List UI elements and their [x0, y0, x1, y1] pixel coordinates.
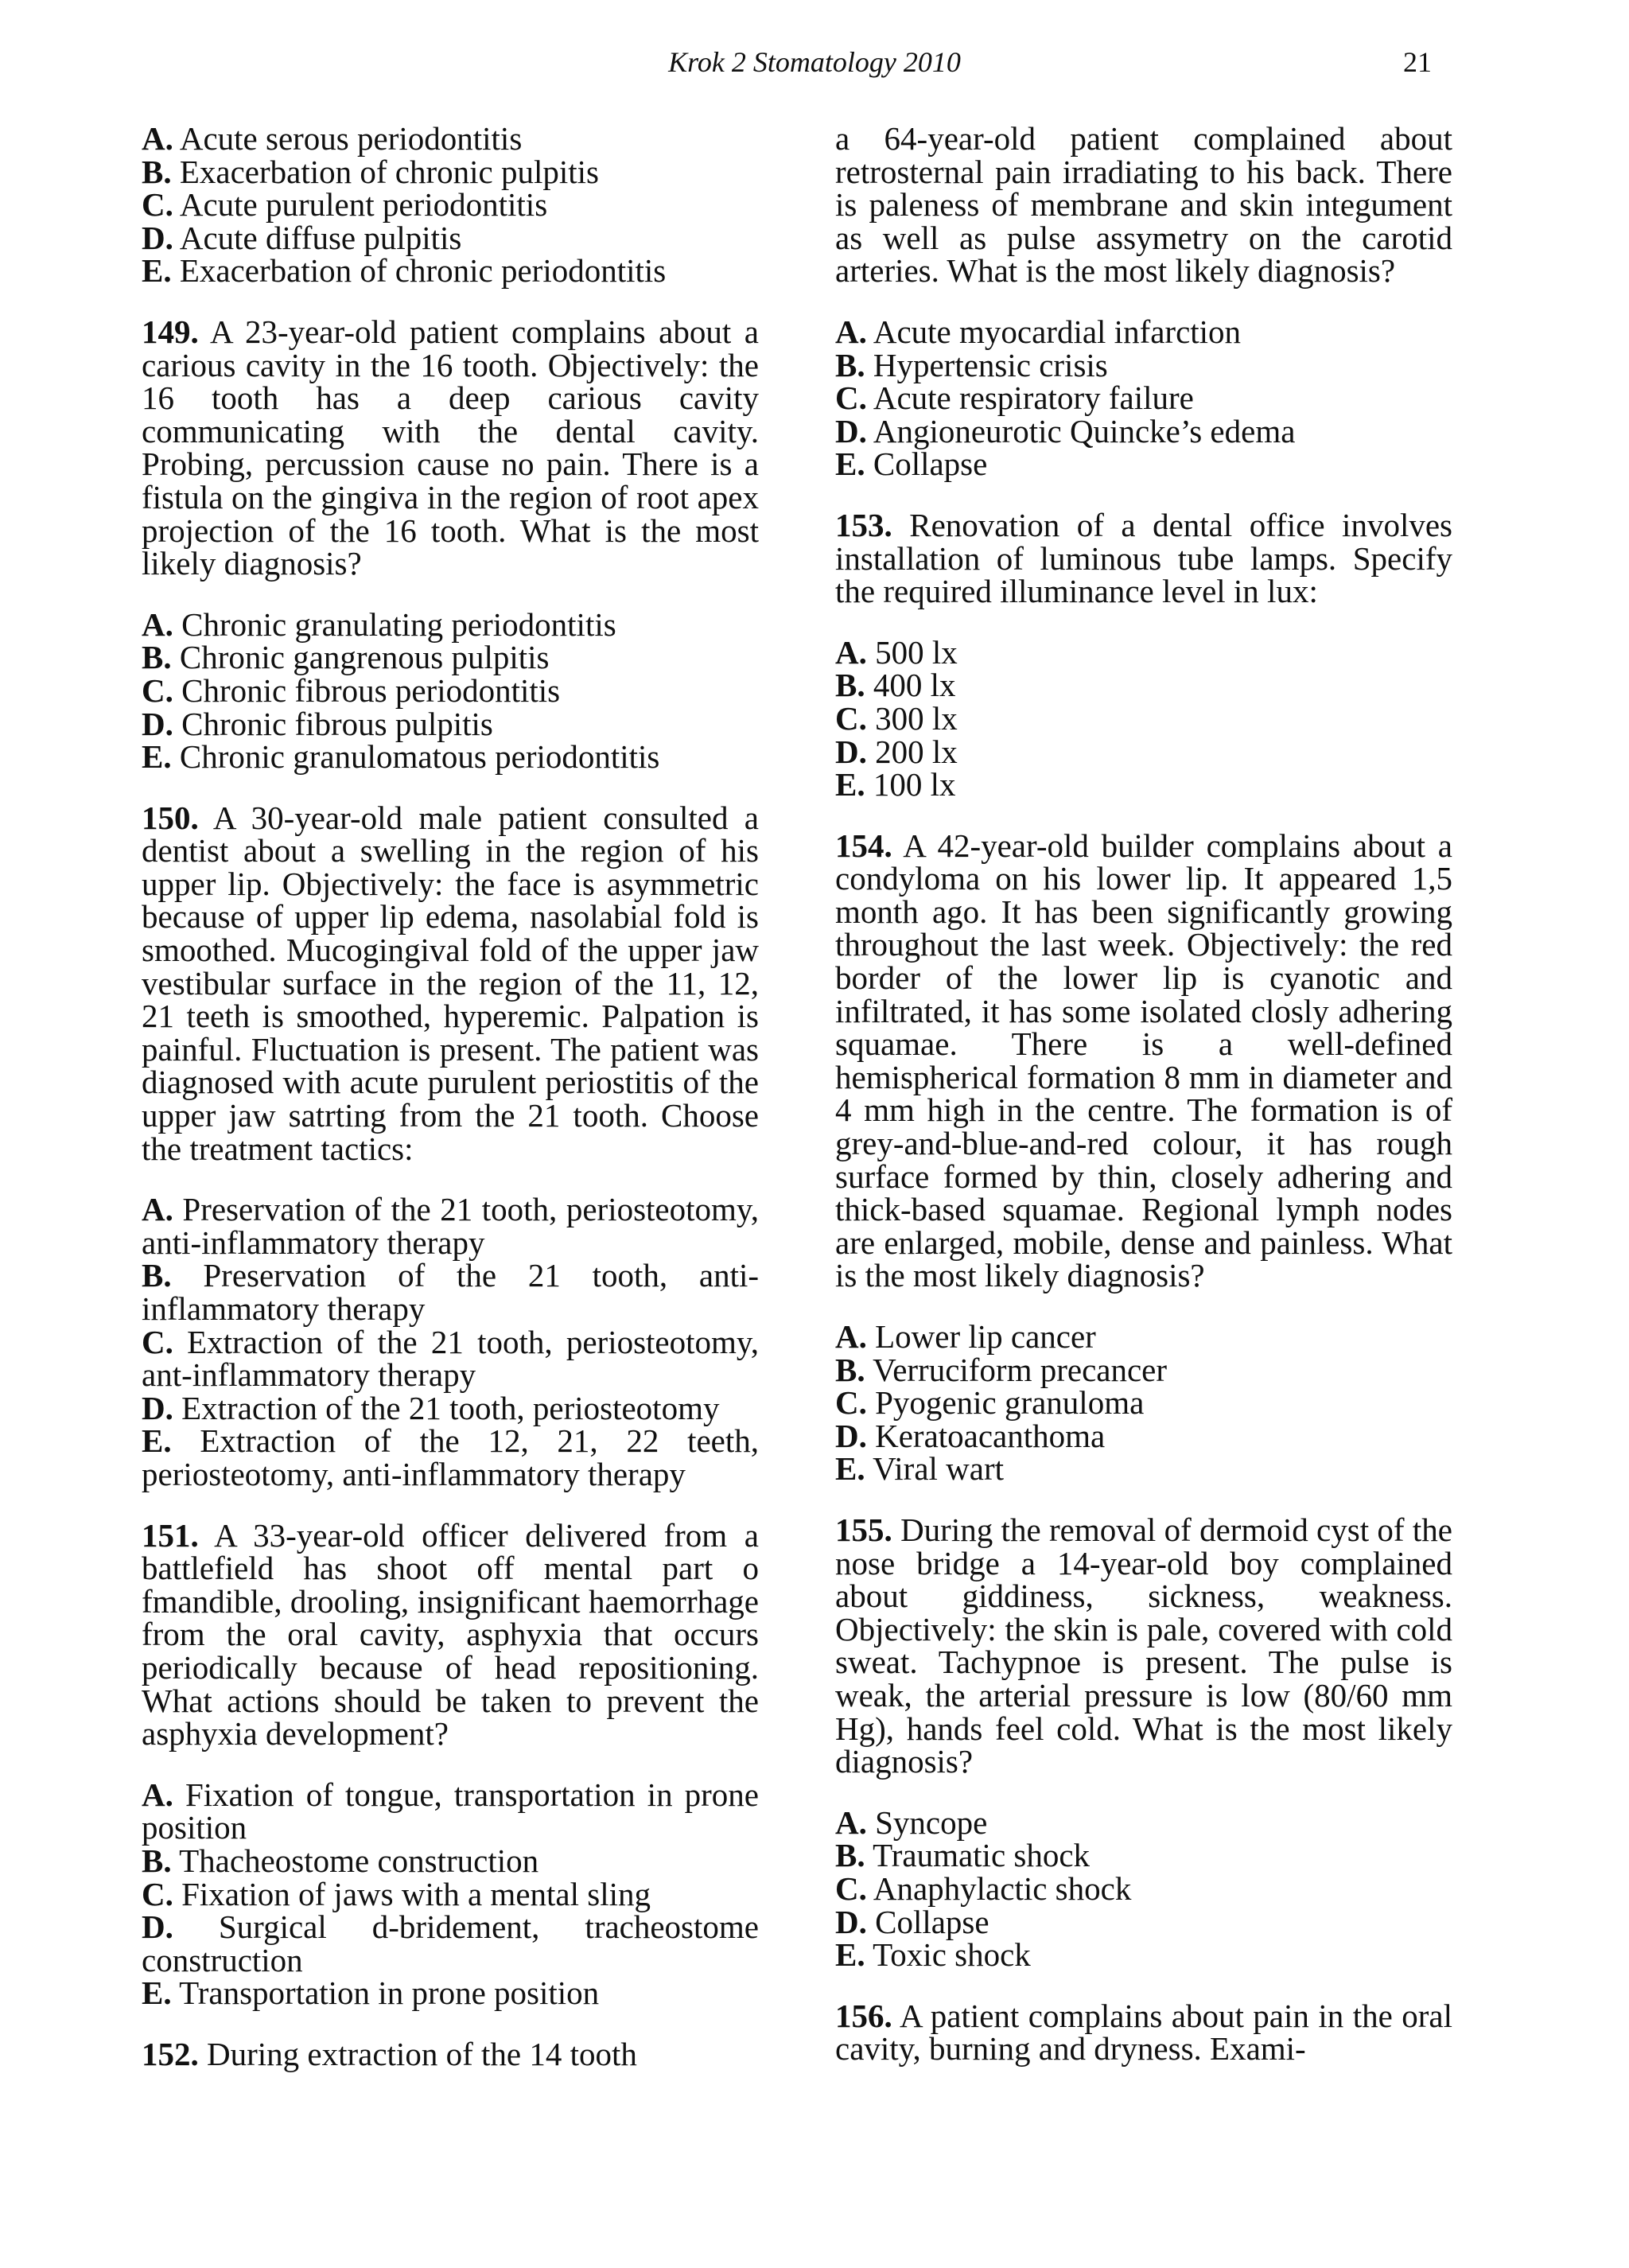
option-c: C. Fixation of jaws with a mental sling: [142, 1875, 651, 1912]
option-d: D. Acute diffuse pulpitis: [142, 219, 462, 256]
option-a: A. Syncope: [835, 1803, 988, 1841]
option-a: A. Chronic granulating periodontitis: [142, 605, 616, 643]
option-a: A. 500 lx: [835, 633, 958, 671]
option-b: B. Preservation of the 21 tooth, anti-inflammatory therapy: [142, 1257, 759, 1327]
question-150-options: [142, 1193, 759, 1491]
option-b: B. Thacheostome construction: [142, 1842, 539, 1879]
question-154: 154. A 42-year-old builder complains about a condyloma on his lower lip. It appeared 1,5 month ago. It has been significantly growing throughout the last week. Objectively: the red border of the lower lip is cyanotic and infiltrated, it has some isolated closly adhering squamae. There is a well-defined hemispherical formation 8 mm in diameter and 4 mm high in the centre. The formation is of grey-and-blue-and-red colour, it has rough surface formed by thin, closely adhering and thick-based squamae. Regional lymph nodes are enlarged, mobile, dense and painless. What is the most likely diagnosis?: [835, 827, 1452, 1294]
option-b: B. Verruciform precancer: [835, 1351, 1168, 1388]
option-d: D. Surgical d-bridement, tracheostome construction: [142, 1908, 759, 1978]
question-151: 151. A 33-year-old officer delivered from a battlefield has shoot off mental part o fmandible, drooling, insignificant haemorrhage from the oral cavity, asphyxia that occurs periodically because of head repositioning. What actions should be taken to prevent the asphyxia development?: [142, 1516, 759, 1753]
option-e: E. 100 lx: [835, 766, 956, 803]
option-c: C. Chronic fibrous periodontitis: [142, 671, 561, 709]
option-e: E. Toxic shock: [835, 1936, 1031, 1974]
option-a: A. Acute myocardial infarction: [835, 313, 1242, 350]
question-149: 149. A 23-year-old patient complains about a carious cavity in the 16 tooth. Objectively: the 16 tooth has a deep carious cavity communicating with the dental cavity. Probing, percussion cause no pain. There is a fistula on the gingiva in the region of root apex projection of the 16 tooth. What is the most likely diagnosis?: [142, 313, 759, 582]
question-154-options: [835, 1318, 1452, 1488]
option-c: C. Acute respiratory failure: [835, 379, 1194, 417]
option-b: B. 400 lx: [835, 667, 956, 704]
option-c: C. Acute purulent periodontitis: [142, 186, 548, 224]
right-column: [835, 120, 1452, 2068]
question-149-options: [142, 605, 759, 776]
option-c: C. Anaphylactic shock: [835, 1869, 1132, 1907]
option-e: E. Chronic granulomatous periodontitis: [142, 738, 660, 776]
option-d: D. Extraction of the 21 tooth, periosteotomy: [142, 1389, 720, 1426]
option-d: D. Angioneurotic Quincke’s edema: [835, 412, 1296, 449]
option-a: A. Lower lip cancer: [835, 1318, 1096, 1355]
option-d: D. 200 lx: [835, 733, 958, 770]
option-c: C. Extraction of the 21 tooth, periosteotomy, ant-inflammatory therapy: [142, 1323, 760, 1394]
option-d: D. Chronic fibrous pulpitis: [142, 705, 493, 742]
question-153-options: [835, 633, 1452, 803]
option-a: A. Preservation of the 21 tooth, periosteotomy, anti-inflammatory therapy: [142, 1191, 759, 1261]
option-c: C. Pyogenic granuloma: [835, 1384, 1145, 1422]
left-column: [142, 120, 760, 2072]
running-header-title: Krok 2 Stomatology 2010: [668, 46, 961, 78]
option-e: E. Transportation in prone position: [142, 1974, 600, 2012]
question-152-start: 152. During extraction of the 14 tooth: [142, 2035, 637, 2072]
option-b: B. Chronic gangrenous pulpitis: [142, 639, 550, 676]
option-c: C. 300 lx: [835, 699, 958, 737]
option-b: B. Hypertensic crisis: [835, 346, 1108, 383]
question-153: 153. Renovation of a dental office involves installation of luminous tube lamps. Specify the required illuminance level in lux:: [835, 506, 1452, 610]
option-e: E. Collapse: [835, 445, 988, 483]
option-b: B. Traumatic shock: [835, 1837, 1091, 1874]
option-a: A. Acute serous periodontitis: [142, 120, 523, 157]
option-d: D. Keratoacanthoma: [835, 1417, 1106, 1454]
question-152-continued: a 64-year-old patient complained about retrosternal pain irradiating to his back. There is paleness of membrane and skin integument as well as pulse assymetry on the carotid arteries. What is the most likely diagnosis?: [835, 120, 1452, 290]
question-155-options: [835, 1803, 1452, 1974]
option-a: A. Fixation of tongue, transportation in prone position: [142, 1776, 759, 1846]
question-151-options: [142, 1776, 759, 2012]
question-152-options: [835, 313, 1452, 483]
question-156-start: 156. A patient complains about pain in the oral cavity, burning and dryness. Exami-: [835, 1997, 1452, 2068]
option-e: E. Viral wart: [835, 1450, 1005, 1488]
option-d: D. Collapse: [835, 1903, 989, 1940]
option-b: B. Exacerbation of chronic pulpitis: [142, 153, 599, 190]
question-155: 155. During the removal of dermoid cyst of the nose bridge a 14-year-old boy complained about giddiness, sickness, weakness. Objectively: the skin is pale, covered with cold sweat. Tachypnoe is present. The pulse is weak, the arterial pressure is low (80/60 mm Hg), hands feel cold. What is the most likely diagnosis?: [835, 1511, 1452, 1780]
page-number: 21: [1403, 46, 1432, 78]
option-e: E. Extraction of the 12, 21, 22 teeth, periosteotomy, anti-inflammatory therapy: [142, 1422, 760, 1492]
question-150: 150. A 30-year-old male patient consulted a dentist about a swelling in the region of his upper lip. Objectively: the face is asymmetric because of upper lip edema, nasolabial fold is smoothed. Mucogingival fold of the upper jaw vestibular surface in the region of the 11, 12, 21 teeth is smoothed, hyperemic. Palpation is painful. Fluctuation is present. The patient was diagnosed with acute purulent periostitis of the upper jaw satrting from the 21 tooth. Choose the treatment tactics:: [142, 799, 759, 1167]
option-e: E. Exacerbation of chronic periodontitis: [142, 252, 667, 290]
question-148-options: [142, 120, 759, 290]
